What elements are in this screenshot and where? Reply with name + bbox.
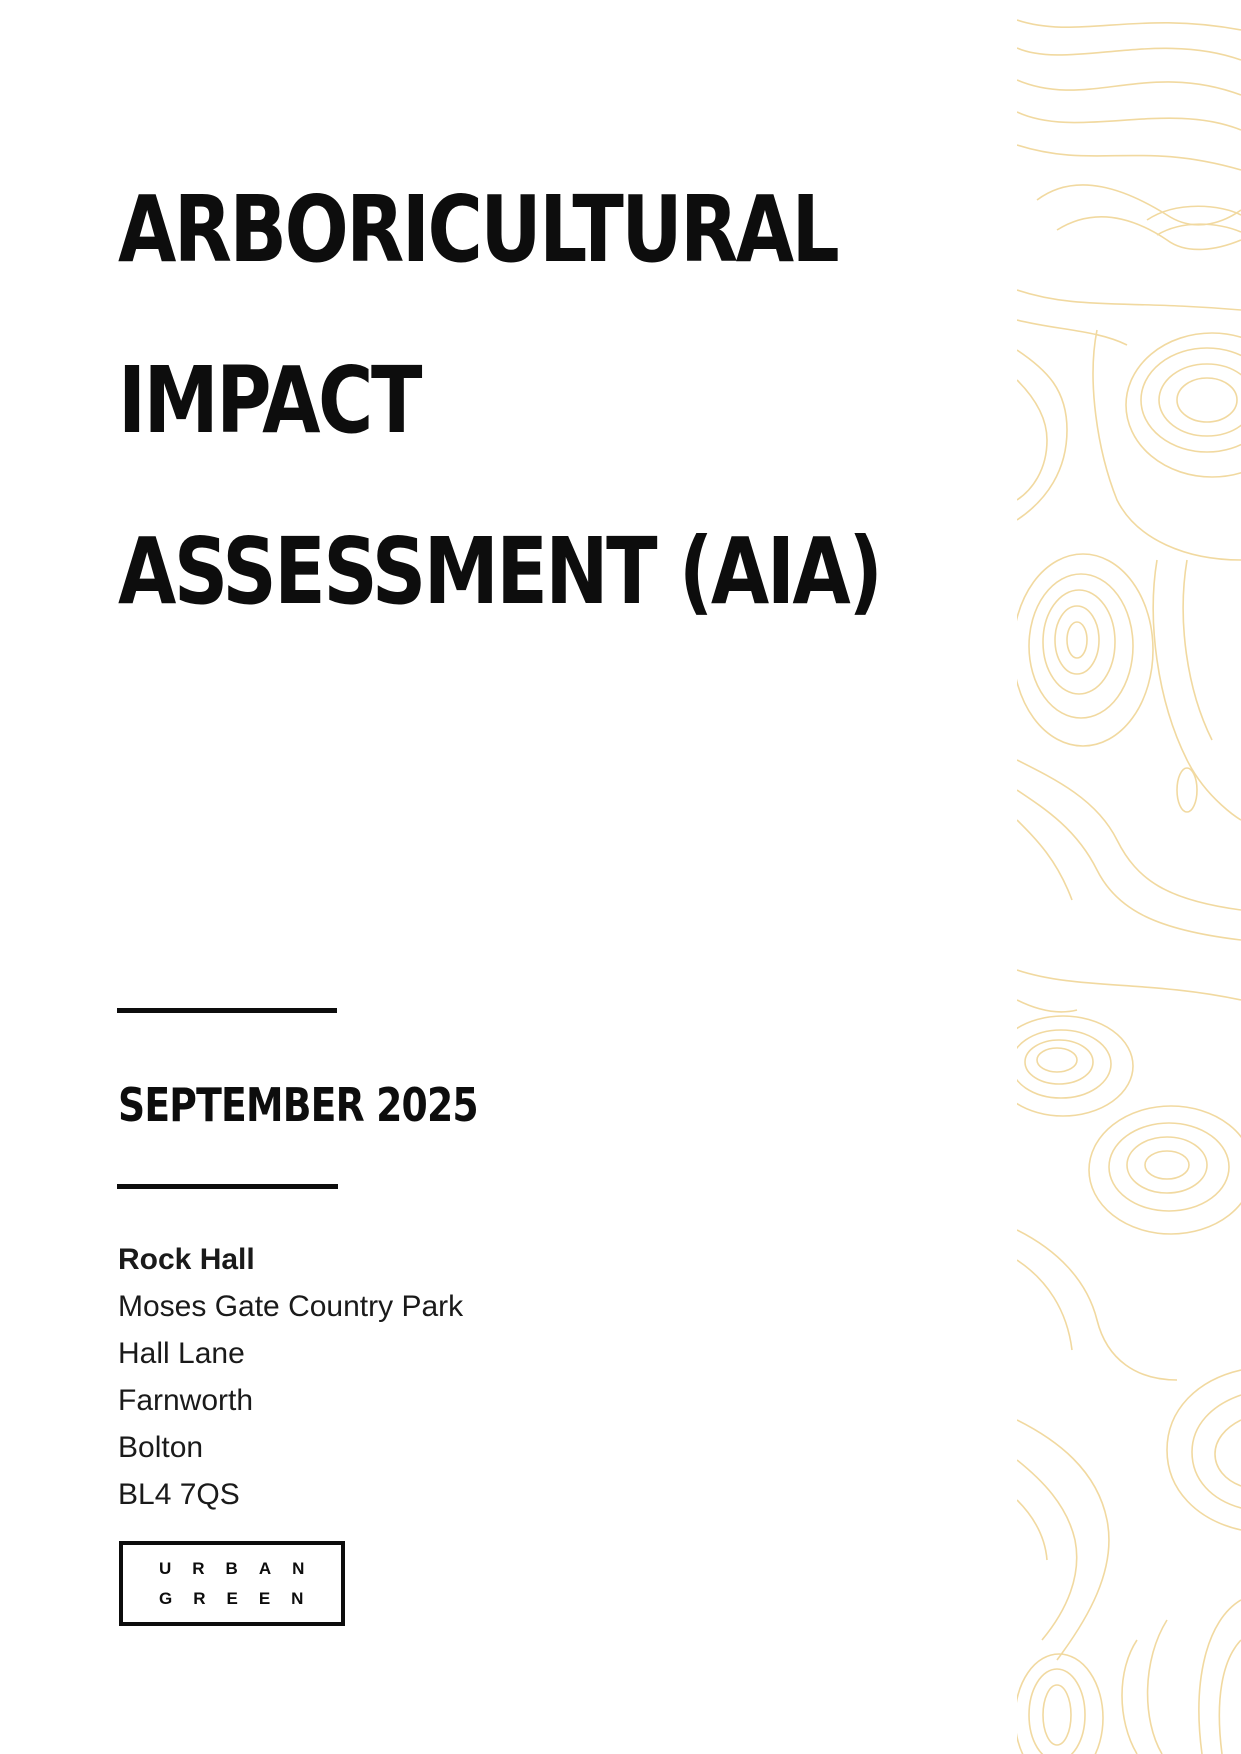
logo-text-row-1: URBAN xyxy=(159,1559,326,1578)
title-line-3: ASSESSMENT (AIA) xyxy=(118,518,881,625)
title-line-2: IMPACT xyxy=(118,347,420,454)
divider-top xyxy=(117,1008,337,1013)
site-name: Rock Hall xyxy=(118,1243,255,1276)
urban-green-logo xyxy=(119,1541,345,1626)
address-line-2: Hall Lane xyxy=(118,1337,245,1370)
address-line-1: Moses Gate Country Park xyxy=(118,1290,464,1323)
divider-bottom xyxy=(117,1184,338,1189)
address-postcode: BL4 7QS xyxy=(118,1478,240,1511)
topographic-contour-pattern xyxy=(1017,0,1241,1754)
report-date: SEPTEMBER 2025 xyxy=(118,1078,478,1132)
address-line-4: Bolton xyxy=(118,1431,204,1464)
site-address xyxy=(118,1236,463,1518)
title-line-1: ARBORICULTURAL xyxy=(118,176,838,283)
report-title xyxy=(118,170,880,683)
logo-text-row-2: GREEN xyxy=(159,1589,325,1608)
address-line-3: Farnworth xyxy=(118,1384,254,1417)
